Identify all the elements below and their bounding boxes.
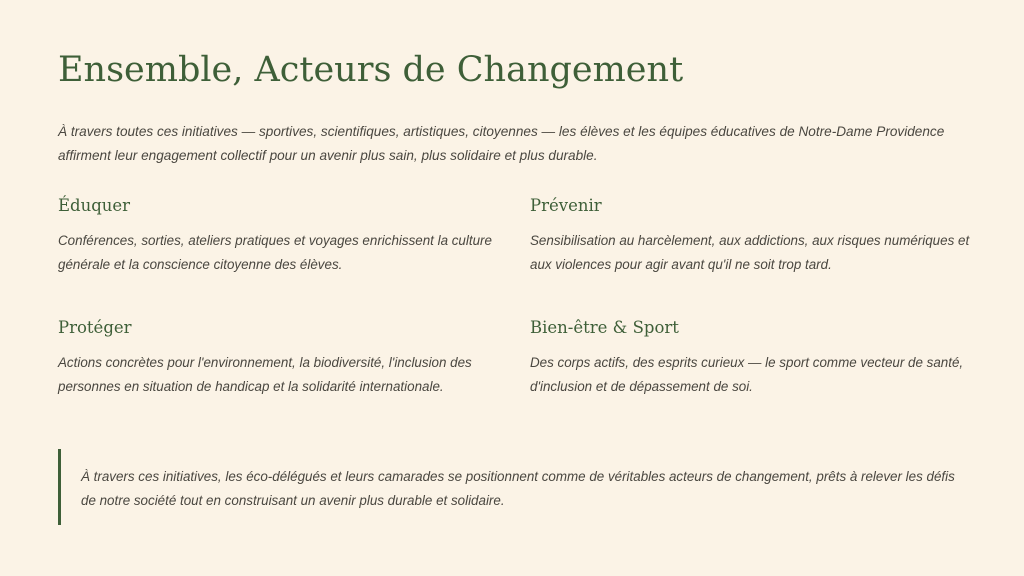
card-text: Conférences, sorties, ateliers pratiques et voyages enrichissent la culture générale et la conscience citoyenne des élèves. <box>58 233 492 272</box>
card-proteger <box>58 317 498 399</box>
card-heading: Prévenir <box>530 196 602 215</box>
card-eduquer <box>58 195 498 277</box>
card-heading: Éduquer <box>58 196 131 215</box>
card-heading: Bien-être & Sport <box>530 318 679 337</box>
card-prevenir <box>530 195 970 277</box>
closing-quote <box>58 449 968 525</box>
intro-paragraph: À travers toutes ces initiatives — sportives, scientifiques, artistiques, citoyennes — les élèves et les équipes éducatives de Notre-Dame Providence affirment leur engagement collectif pour un avenir plus sain, plus solidaire et plus durable. <box>58 124 945 163</box>
quote-text: À travers ces initiatives, les éco-délégués et leurs camarades se positionnent comme de véritables acteurs de changement, prêts à relever les défis de notre société tout en construisant un avenir plus durable et solidaire. <box>81 469 955 508</box>
card-text: Actions concrètes pour l'environnement, la biodiversité, l'inclusion des personnes en situation de handicap et la solidarité internationale. <box>58 355 472 394</box>
card-heading: Protéger <box>58 318 132 337</box>
slide-title: Ensemble, Acteurs de Changement <box>58 50 684 90</box>
card-text: Sensibilisation au harcèlement, aux addictions, aux risques numériques et aux violences pour agir avant qu'il ne soit trop tard. <box>530 233 970 272</box>
card-bien-etre-sport <box>530 317 970 399</box>
card-text: Des corps actifs, des esprits curieux — le sport comme vecteur de santé, d'inclusion et de dépassement de soi. <box>530 355 964 394</box>
